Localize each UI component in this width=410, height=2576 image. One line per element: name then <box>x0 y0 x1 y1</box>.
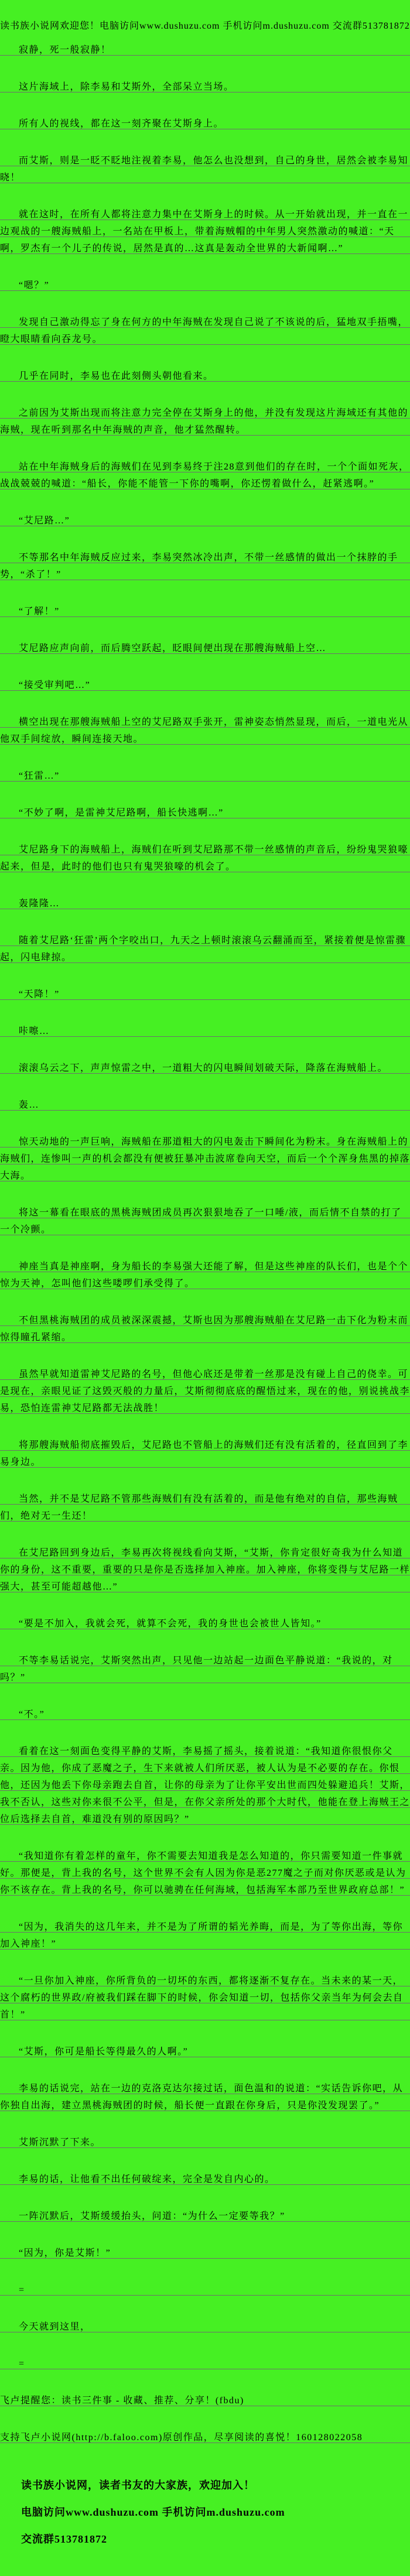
novel-paragraph: “因为，我消失的这几年来，并不是为了所谓的韬光养晦，而是，为了等你出海，等你加入神座！” <box>0 1919 410 1952</box>
novel-paragraph: “了解！” <box>0 603 410 620</box>
novel-paragraph: 轰隆隆… <box>0 895 410 912</box>
novel-paragraph: 之前因为艾斯出现而将注意力完全停在艾斯身上的他，并没有发现这片海域还有其他的海贼，现在听到那名中年海贼的声音，他才猛然醒转。 <box>0 405 410 439</box>
novel-paragraph: 在艾尼路回到身边后，李易再次将视线看向艾斯，“艾斯，你肯定很好奇我为什么知道你的身份，这不重要，重要的只是你是否选择加入神座。加入神座，你将变得与艾尼路一样强大，甚至可能超越他…” <box>0 1544 410 1595</box>
novel-paragraph: 今天就到这里， <box>0 2318 410 2335</box>
chapter-body <box>0 42 410 2446</box>
novel-paragraph: 将那艘海贼船彻底摧毁后，艾尼路也不管船上的海贼们还有没有活着的，径直回到了李易身边。 <box>0 1437 410 1471</box>
novel-paragraph: 发现自己激动得忘了身在何方的中年海贼在发现自己说了不该说的后，猛地双手捂嘴，瞪大眼睛看向吞龙号。 <box>0 314 410 348</box>
novel-paragraph: 横空出现在那艘海贼船上空的艾尼路双手张开，雷神姿态悄然显现，而后，一道电光从他双手间绽放，瞬间连接天地。 <box>0 714 410 748</box>
footer-line: 电脑访问www.dushuzu.com 手机访问m.dushuzu.com <box>21 2506 285 2518</box>
novel-paragraph: 几乎在同时，李易也在此刻侧头朝他看来。 <box>0 368 410 385</box>
novel-paragraph: 不等那名中年海贼反应过来，李易突然冰冷出声，不带一丝感情的做出一个抹脖的手势，“杀了！” <box>0 549 410 583</box>
footer-line: 交流群513781872 <box>21 2533 107 2545</box>
novel-paragraph: 艾斯沉默了下来。 <box>0 2134 410 2151</box>
novel-paragraph: 飞卢提醒您：读书三件事 - 收藏、推荐、分享！(fbdu) <box>0 2392 410 2409</box>
novel-paragraph: 神座当真是神座啊，身为船长的李易强大还能了解，但是这些神座的队长们，也是个个惊为天神，怎叫他们这些喽啰们承受得了。 <box>0 1258 410 1292</box>
novel-paragraph: “我知道你有着怎样的童年，你不需要去知道我是怎么知道的，你只需要知道一件事就好。那便是，背上我的名号，这个世界不会有人因为你是恶277魔之子而对你厌恶或是认为你不该存在。背上我的名号，你可以驰骋在任何海域，包括海军本部乃至世界政府总部！” <box>0 1848 410 1899</box>
novel-paragraph: 李易的话，让他看不出任何破绽来，完全是发自内心的。 <box>0 2171 410 2188</box>
novel-paragraph: 站在中年海贼身后的海贼们在见到李易终于注28意到他们的存在时，一个个面如死灰，战战兢兢的喊道：“船长，你能不能管一下你的嘴啊，你还愣着做什么，赶紧逃啊。” <box>0 458 410 492</box>
novel-paragraph: “嗯？” <box>0 277 410 294</box>
novel-paragraph: 不但黑桃海贼团的成员被深深震撼，艾斯也因为那艘海贼船在艾尼路一击下化为粉末而惊得瞳孔紧缩。 <box>0 1312 410 1346</box>
site-welcome-banner: 读书族小说网欢迎您！电脑访问www.dushuzu.com 手机访问m.dushuzu.com 交流群513781872 <box>0 21 410 31</box>
novel-paragraph: = <box>0 2282 410 2298</box>
novel-paragraph: 李易的话说完，站在一边的克洛克达尔接过话，面色温和的说道：“实话告诉你吧，从你独自出海，建立黑桃海贼团的时候，船长便一直跟在你身后，只是你没发现罢了。” <box>0 2080 410 2114</box>
novel-paragraph: 支持飞卢小说网(http://b.faloo.com)原创作品，尽享阅读的喜悦！160128022058 <box>0 2429 410 2446</box>
novel-paragraph: 不等李易话说完，艾斯突然出声，只见他一边站起一边面色平静说道：“我说的，对吗？” <box>0 1652 410 1686</box>
novel-paragraph: 寂静，死一般寂静！ <box>0 42 410 59</box>
novel-paragraph: 当然，并不是艾尼路不管那些海贼们有没有活着的，而是他有绝对的自信，那些海贼们，绝对无一生还！ <box>0 1491 410 1525</box>
novel-paragraph: 艾尼路身下的海贼船上，海贼们在听到艾尼路那不带一丝感情的声音后，纷纷鬼哭狼嚎起来，但是，此时的他们也只有鬼哭狼嚎的机会了。 <box>0 841 410 875</box>
novel-paragraph: 惊天动地的一声巨响，海贼船在那道粗大的闪电轰击下瞬间化为粉末。身在海贼船上的海贼们，连惨叫一声的机会都没有便被狂暴冲击波席卷向天空，而后一个个浑身焦黑的掉落大海。 <box>0 1133 410 1184</box>
novel-paragraph: 而艾斯，则是一眨不眨地注视着李易，他怎么也没想到，自己的身世，居然会被李易知晓！ <box>0 152 410 186</box>
novel-paragraph: 一阵沉默后，艾斯缓缓抬头，问道：“为什么一定要等我？” <box>0 2208 410 2225</box>
novel-paragraph: “因为，你是艾斯！” <box>0 2245 410 2262</box>
novel-paragraph: 虽然早就知道雷神艾尼路的名号，但他心底还是带着一丝那是没有碰上自己的侥幸。可是现在，亲眼见证了这毁灭般的力量后，艾斯彻彻底底的醒悟过来，现在的他，别说挑战李易，恐怕连雷神艾尼路都无法战胜！ <box>0 1366 410 1417</box>
novel-paragraph: 就在这时，在所有人都将注意力集中在艾斯身上的时候。从一开始就出现，并一直在一边观战的一艘海贼船上，一名站在甲板上，带着海贼帽的中年男人突然激动的喊道：“天啊，罗杰有一个儿子的传说，居然是真的…这真是轰动全世界的大新闻啊…” <box>0 206 410 257</box>
novel-paragraph: “接受审判吧…” <box>0 677 410 694</box>
novel-paragraph: “天降！” <box>0 986 410 1003</box>
novel-paragraph: “不。” <box>0 1706 410 1723</box>
novel-paragraph: 看着在这一刻面色变得平静的艾斯，李易摇了摇头，接着说道：“我知道你很恨你父亲。因为他，你成了恶魔之子，生下来就被人们所厌恶，被人认为是不必要的存在。你恨他，还因为他丢下你母亲跑去自首，让你的母亲为了让你平安出世而四处躲避追兵！艾斯，我不否认，这些对你来很不公平，但是，在你父亲所处的那个大时代，他能在登上海贼王之位后选择去自首，难道没有别的原因吗？” <box>0 1743 410 1828</box>
novel-paragraph: 将这一幕看在眼底的黑桃海贼团成员再次狠狠地吞了一口唾/液，而后情不自禁的打了一个冷颤。 <box>0 1204 410 1238</box>
novel-paragraph: “狂雷…” <box>0 768 410 785</box>
novel-paragraph: 所有人的视线，都在这一刻齐聚在艾斯身上。 <box>0 115 410 132</box>
footer-line: 读书族小说网，读者书友的大家族，欢迎加入！ <box>21 2479 255 2491</box>
novel-paragraph: = <box>0 2355 410 2372</box>
novel-paragraph: “要是不加入，我就会死，就算不会死，我的身世也会被世人皆知。” <box>0 1615 410 1632</box>
novel-paragraph: 随着艾尼路‘狂雷’两个字咬出口，九天之上顿时滚滚乌云翻涌而至，紧接着便是惊雷骤起，闪电肆掠。 <box>0 932 410 966</box>
novel-paragraph: “艾尼路…” <box>0 512 410 529</box>
novel-paragraph: “一旦你加入神座，你所背负的一切坏的东西，都将逐渐不复存在。当未来的某一天，这个腐朽的世界政/府被我们踩在脚下的时候，你会知道一切，包括你父亲当年为何会去自首！” <box>0 1972 410 2023</box>
novel-paragraph: 咔嚓… <box>0 1023 410 1040</box>
site-footer <box>0 2472 410 2553</box>
novel-paragraph: 轰… <box>0 1097 410 1114</box>
novel-paragraph: “不妙了啊，是雷神艾尼路啊，船长快逃啊…” <box>0 804 410 821</box>
novel-paragraph: “艾斯，你可是船长等得最久的人啊。” <box>0 2043 410 2060</box>
novel-paragraph: 滚滚乌云之下，声声惊雷之中，一道粗大的闪电瞬间划破天际，降落在海贼船上。 <box>0 1060 410 1077</box>
novel-paragraph: 艾尼路应声向前，而后腾空跃起，眨眼间便出现在那艘海贼船上空… <box>0 640 410 657</box>
novel-paragraph: 这片海域上，除李易和艾斯外，全部呆立当场。 <box>0 78 410 95</box>
